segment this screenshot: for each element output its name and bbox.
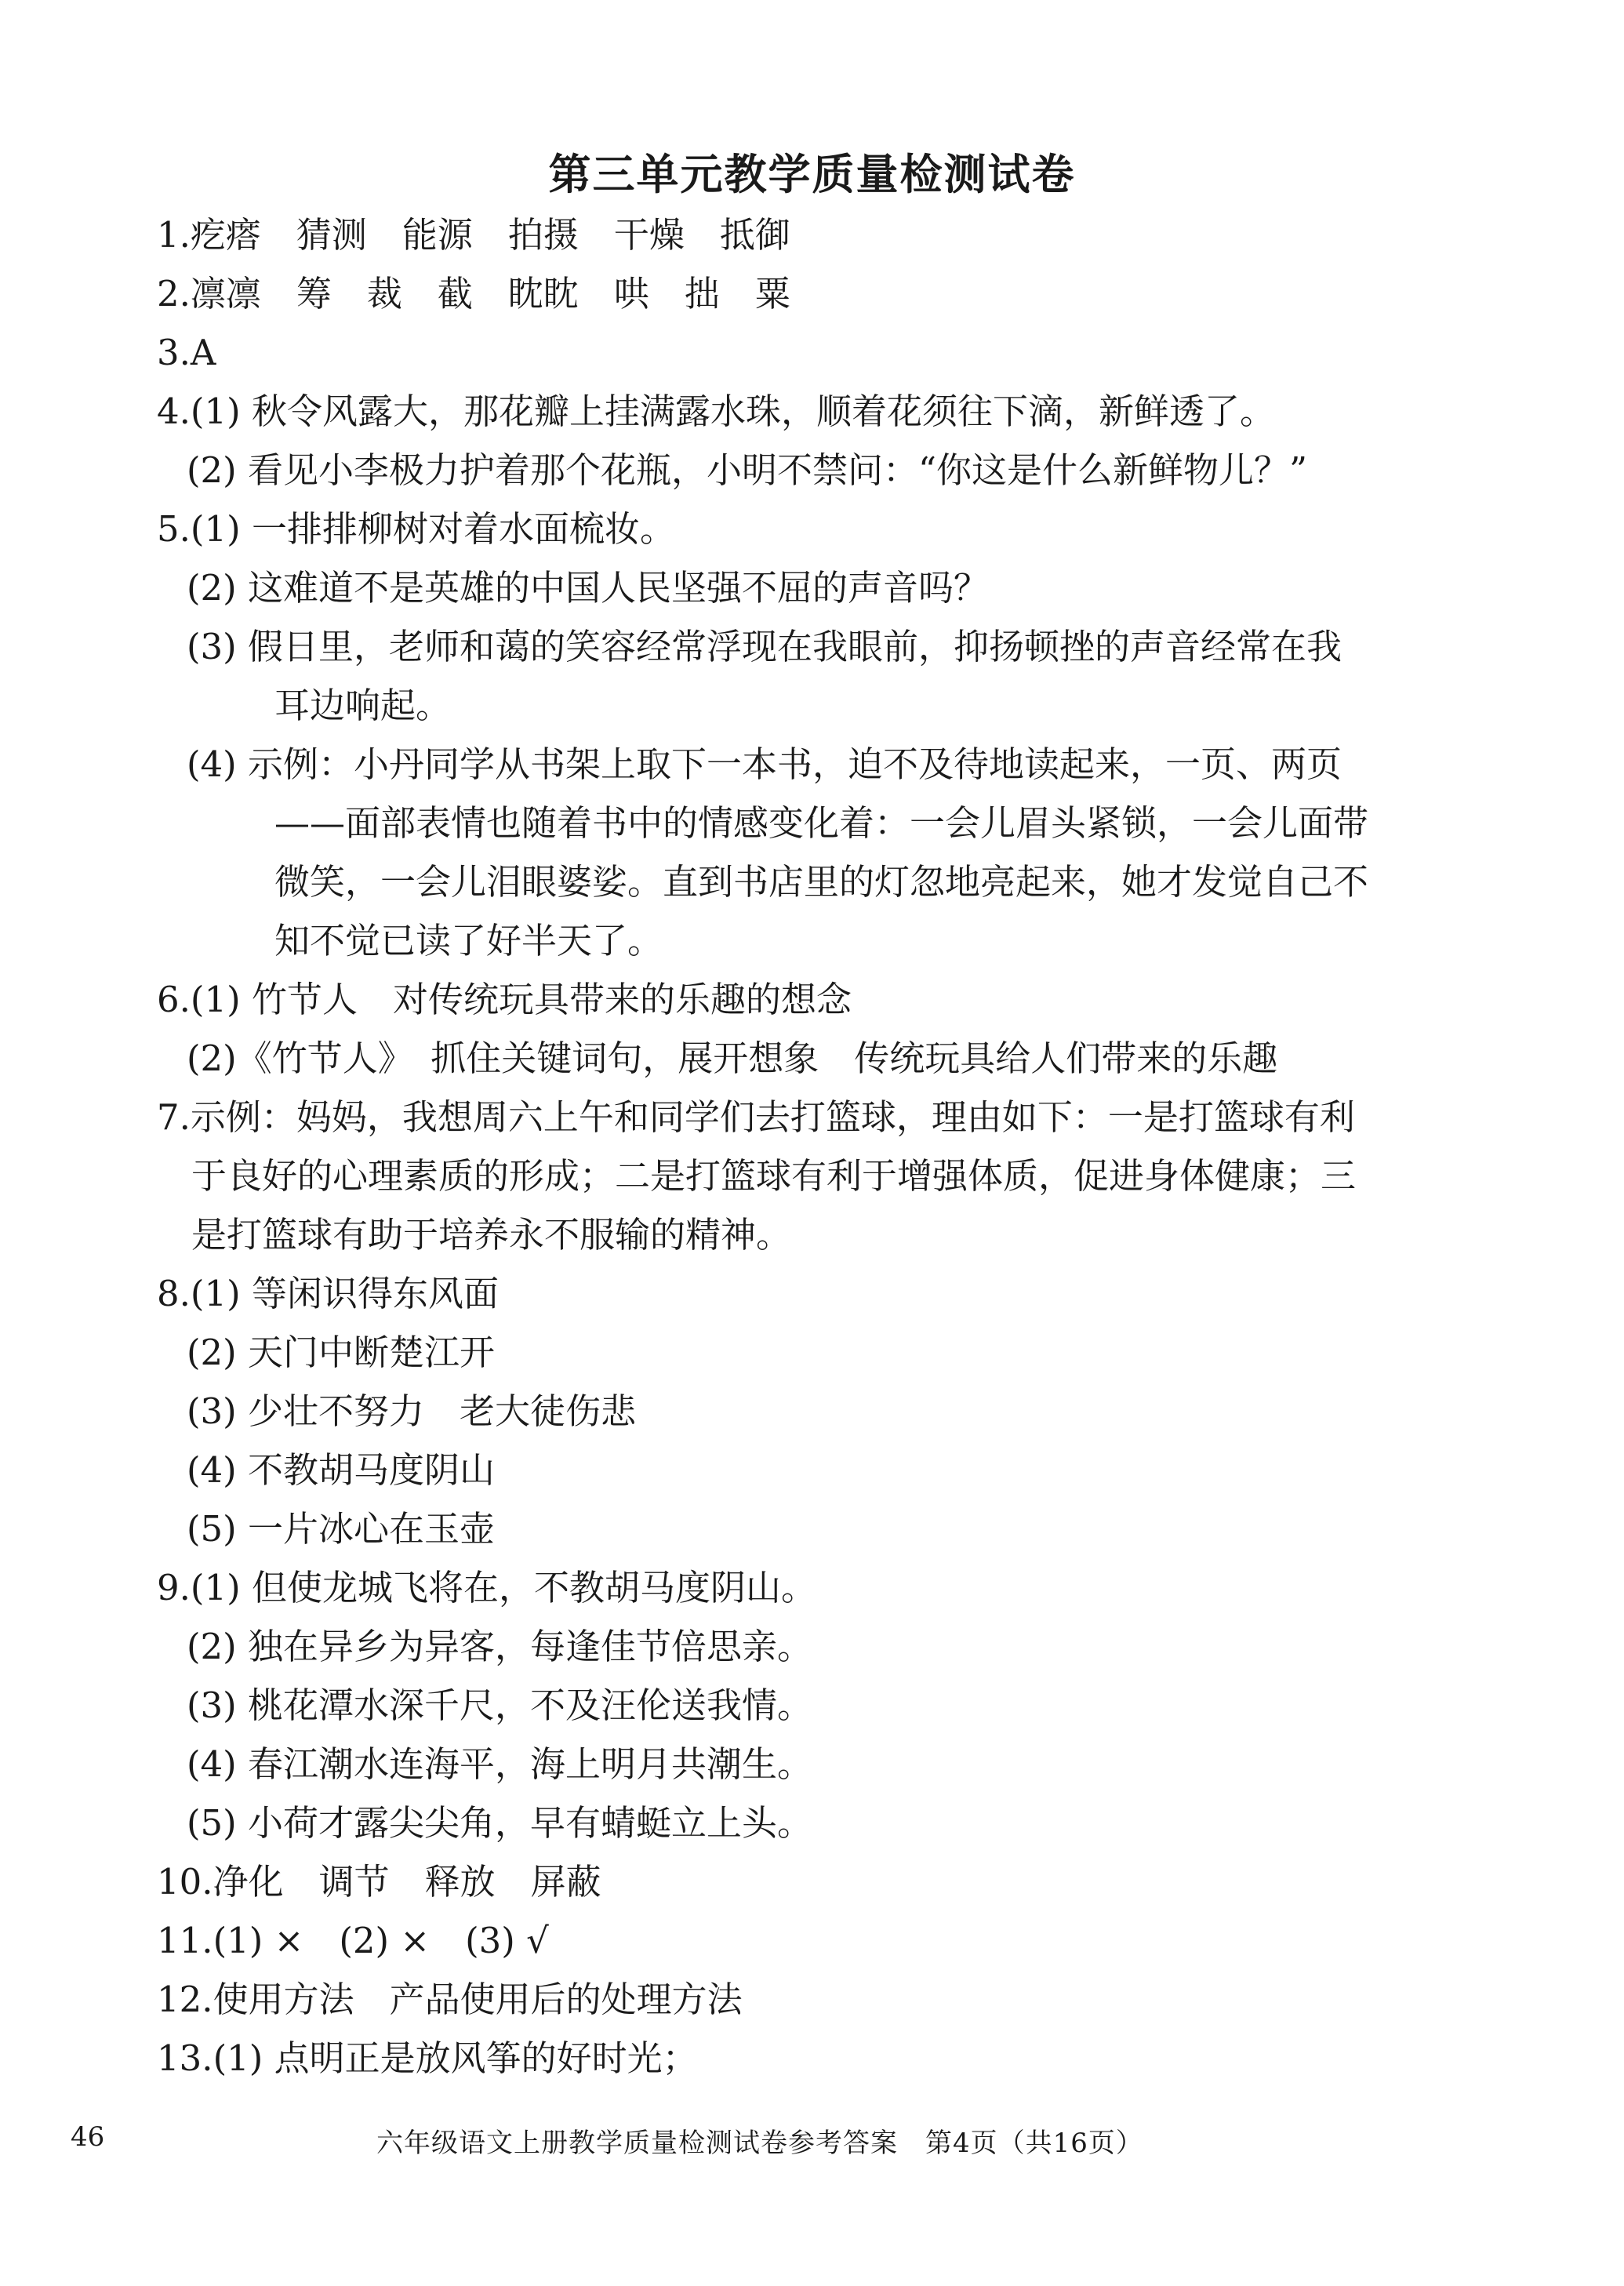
answer-line: 于良好的心理素质的形成；二是打篮球有利于增强体质，促进身体健康；三 xyxy=(191,1155,1357,1197)
answer-line: (4) 不教胡马度阴山 xyxy=(187,1449,496,1491)
answer-line: (4) 示例：小丹同学从书架上取下一本书，迫不及待地读起来，一页、两页 xyxy=(187,743,1342,785)
answer-line: 12.使用方法 产品使用后的处理方法 xyxy=(157,1979,743,2020)
answer-line: (3) 少壮不努力 老大徒伤悲 xyxy=(187,1390,637,1432)
answer-line: (5) 一片冰心在玉壶 xyxy=(187,1508,496,1550)
answer-line: 4.(1) 秋令风露大，那花瓣上挂满露水珠，顺着花须往下滴，新鲜透了。 xyxy=(157,391,1275,432)
answer-line: (3) 桃花潭水深千尺，不及汪伦送我情。 xyxy=(187,1685,813,1726)
answer-line: 1.疙瘩 猜测 能源 拍摄 干燥 抵御 xyxy=(157,214,790,256)
answer-line: 8.(1) 等闲识得东风面 xyxy=(157,1273,499,1314)
page-title: 第三单元教学质量检测试卷 xyxy=(548,149,1076,199)
page-footer xyxy=(0,2121,1624,2168)
answer-line: (2) 看见小李极力护着那个花瓶，小明不禁问：“你这是什么新鲜物儿？” xyxy=(187,449,1308,491)
answer-line: (2) 独在异乡为异客，每逢佳节倍思亲。 xyxy=(187,1626,813,1667)
answer-line: 5.(1) 一排排柳树对着水面梳妆。 xyxy=(157,508,675,550)
answer-line: (4) 春江潮水连海平，海上明月共潮生。 xyxy=(187,1743,813,1785)
page-number: 46 xyxy=(71,2121,105,2153)
answer-line: (2)《竹节人》 抓住关键词句，展开想象 传统玩具给人们带来的乐趣 xyxy=(187,1038,1278,1079)
answer-line: 10.净化 调节 释放 屏蔽 xyxy=(157,1861,601,1903)
answer-line: 是打篮球有助于培养永不服输的精神。 xyxy=(191,1214,792,1256)
answer-line: 7.示例：妈妈，我想周六上午和同学们去打篮球，理由如下：一是打篮球有利 xyxy=(157,1096,1355,1138)
answer-line: 知不觉已读了好半天了。 xyxy=(274,920,663,961)
answer-line: (2) 天门中断楚江开 xyxy=(187,1332,496,1373)
answer-line: (5) 小荷才露尖尖角，早有蜻蜓立上头。 xyxy=(187,1802,813,1844)
answer-line: 微笑，一会儿泪眼婆娑。直到书店里的灯忽地亮起来，她才发觉自己不 xyxy=(274,861,1369,903)
answer-line: (2) 这难道不是英雄的中国人民坚强不屈的声音吗？ xyxy=(187,567,990,609)
answer-line: 耳边响起。 xyxy=(274,685,452,726)
answer-line: (3) 假日里，老师和蔼的笑容经常浮现在我眼前，抑扬顿挫的声音经常在我 xyxy=(187,626,1342,667)
answer-line: 3.A xyxy=(157,332,216,373)
answer-line: 2.凛凛 筹 裁 截 眈眈 哄 拙 粟 xyxy=(157,273,790,314)
answer-line: 9.(1) 但使龙城飞将在，不教胡马度阴山。 xyxy=(157,1567,816,1608)
answer-line: 11.(1) × (2) × (3) √ xyxy=(157,1920,549,1961)
answer-line: 6.(1) 竹节人 对传统玩具带来的乐趣的想念 xyxy=(157,979,852,1020)
answer-line: 13.(1) 点明正是放风筝的好时光； xyxy=(157,2037,698,2079)
footer-caption: 六年级语文上册教学质量检测试卷参考答案 第4页（共16页） xyxy=(376,2128,1143,2159)
answer-list xyxy=(157,205,1474,2088)
answer-line: ——面部表情也随着书中的情感变化着：一会儿眉头紧锁，一会儿面带 xyxy=(274,802,1369,844)
